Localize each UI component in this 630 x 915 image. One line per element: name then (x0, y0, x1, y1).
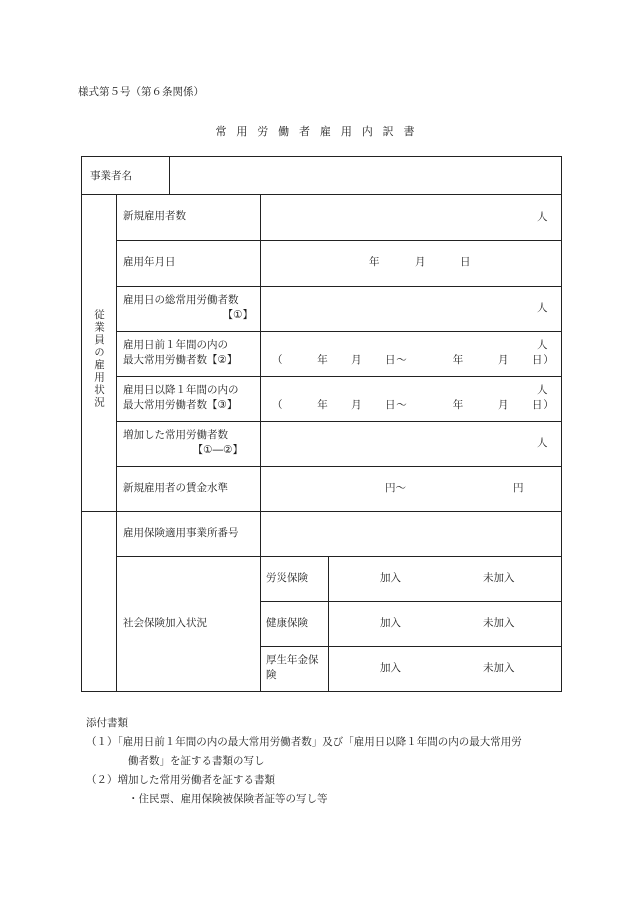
hire-date-day: 日 (460, 256, 471, 268)
employment-breakdown-table (81, 156, 562, 692)
row-divider (82, 511, 561, 512)
insurance-office-label: 雇用保険適用事業所番号 (123, 527, 239, 539)
health-insurance-joined[interactable]: 加入 (380, 617, 401, 629)
max-before-period: （ 年 月 日～ 年 月 日） (272, 354, 555, 366)
attachments-heading: 添付書類 (86, 717, 128, 729)
row-divider (116, 286, 561, 287)
max-after-label-2: 最大常用労働者数【③】 (123, 399, 238, 411)
increase-unit: 人 (537, 437, 548, 449)
max-before-label-1: 雇用日前１年間の内の (123, 339, 228, 351)
max-after-label-1: 雇用日以降１年間の内の (123, 384, 239, 396)
pension-joined[interactable]: 加入 (380, 662, 401, 674)
wage-level-to: 円 (513, 482, 524, 494)
column-divider (328, 556, 329, 691)
row-divider (260, 601, 561, 602)
increase-marker: 【①―②】 (192, 444, 243, 456)
new-hires-label: 新規雇用者数 (123, 210, 186, 222)
row-divider (260, 646, 561, 647)
attachments-section (86, 714, 522, 809)
row-divider (116, 466, 561, 467)
total-regular-unit: 人 (537, 302, 548, 314)
wage-level-from: 円～ (385, 482, 406, 494)
attachment-item-1-cont: 働者数」を証する書類の写し (128, 755, 265, 767)
row-divider (82, 194, 561, 195)
hire-date-year: 年 (369, 256, 380, 268)
health-insurance-label: 健康保険 (266, 617, 308, 629)
max-before-label-2: 最大常用労働者数【②】 (123, 354, 238, 366)
attachment-item-2-sub: ・住民票、雇用保険被保険者証等の写し等 (128, 793, 328, 805)
attachment-item-1: （１）「雇用日前１年間の内の最大常用労働者数」及び「雇用日以降１年間の内の最大常用労 (86, 736, 522, 748)
row-divider (116, 331, 561, 332)
workers-comp-joined[interactable]: 加入 (380, 572, 401, 584)
wage-level-label: 新規雇用者の賃金水準 (123, 482, 228, 494)
increase-label: 増加した常用労働者数 (123, 429, 228, 441)
pension-label-1: 厚生年金保 (266, 654, 319, 666)
row-divider (116, 556, 561, 557)
employment-status-label: 従業員の雇用状況 (93, 309, 105, 409)
workers-comp-label: 労災保険 (266, 572, 308, 584)
column-divider (169, 157, 170, 194)
health-insurance-not-joined[interactable]: 未加入 (483, 617, 515, 629)
social-insurance-label: 社会保険加入状況 (123, 617, 207, 629)
pension-label-2: 険 (266, 669, 277, 681)
total-regular-label: 雇用日の総常用労働者数 (123, 294, 239, 306)
hire-date-label: 雇用年月日 (123, 256, 176, 268)
max-before-unit: 人 (537, 339, 548, 351)
pension-not-joined[interactable]: 未加入 (483, 662, 515, 674)
page-title: 常用労働者雇用内訳書 (215, 125, 425, 138)
total-regular-marker: 【①】 (222, 309, 253, 321)
max-after-period: （ 年 月 日～ 年 月 日） (272, 399, 555, 411)
attachment-item-2: （２）増加した常用労働者を証する書類 (86, 774, 275, 786)
row-divider (116, 421, 561, 422)
column-divider (260, 194, 261, 691)
max-after-unit: 人 (537, 384, 548, 396)
row-divider (116, 240, 561, 241)
employer-name-label: 事業者名 (90, 170, 132, 182)
new-hires-unit: 人 (537, 211, 548, 223)
workers-comp-not-joined[interactable]: 未加入 (483, 572, 515, 584)
form-number: 様式第５号（第６条関係） (78, 86, 204, 98)
employer-name-field[interactable] (171, 159, 559, 192)
hire-date-month: 月 (415, 256, 426, 268)
row-divider (116, 376, 561, 377)
column-divider (116, 194, 117, 691)
